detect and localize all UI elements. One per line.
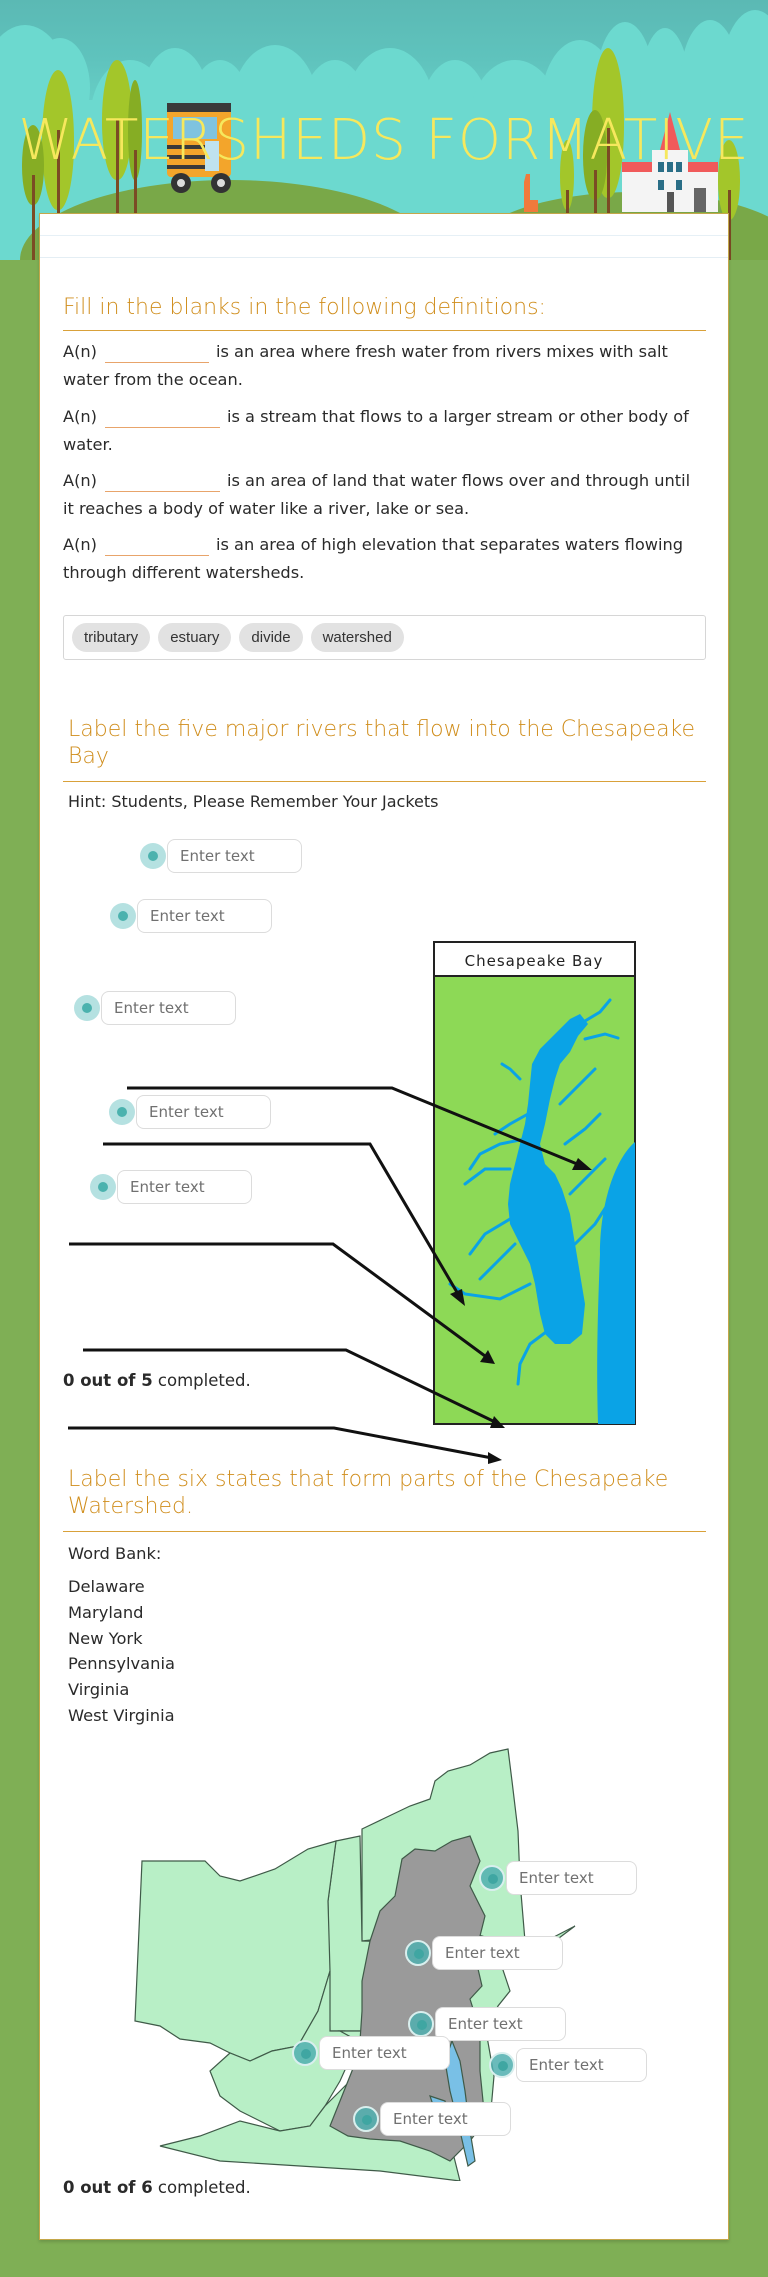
- states-word-bank-label: Word Bank:: [68, 1544, 162, 1563]
- river-label-input-1[interactable]: [167, 839, 302, 873]
- section-title-states: Label the six states that form parts of the Chesapeake Watershed.: [68, 1467, 669, 1519]
- hotspot-marker-icon: [90, 1174, 116, 1200]
- hotspot-marker-icon: [353, 2106, 379, 2132]
- state-label-input-3[interactable]: [435, 2007, 566, 2041]
- river-label-hotspot-3: [74, 991, 236, 1025]
- section-divider: [63, 1531, 706, 1532]
- state-label-input-6[interactable]: [380, 2102, 511, 2136]
- state-label-hotspot-5: [489, 2048, 647, 2082]
- blank-drop-zone[interactable]: [105, 341, 209, 363]
- word-chip-watershed[interactable]: watershed: [311, 623, 404, 652]
- river-label-input-5[interactable]: [117, 1170, 252, 1204]
- state-label-input-2[interactable]: [432, 1936, 563, 1970]
- hotspot-marker-icon: [109, 1099, 135, 1125]
- states-word-bank: [68, 1574, 175, 1729]
- word-chip-estuary[interactable]: estuary: [158, 623, 231, 652]
- river-label-input-4[interactable]: [136, 1095, 271, 1129]
- state-label-hotspot-4: [292, 2036, 450, 2070]
- river-label-input-2[interactable]: [137, 899, 272, 933]
- hotspot-marker-icon: [74, 995, 100, 1021]
- blank-drop-zone[interactable]: [105, 470, 220, 492]
- word-bank-item: West Virginia: [68, 1705, 175, 1725]
- hotspot-marker-icon: [479, 1865, 505, 1891]
- river-label-hotspot-1: [140, 839, 302, 873]
- word-bank-item: Delaware: [68, 1577, 145, 1596]
- river-label-hotspot-4: [109, 1095, 271, 1129]
- section-title-fill-blanks: Fill in the blanks in the following definitions:: [63, 295, 546, 320]
- worksheet-card: [39, 213, 729, 2240]
- river-label-hotspot-2: [110, 899, 272, 933]
- word-bank: [63, 615, 706, 660]
- section-divider: [63, 781, 706, 782]
- page-title: WATERSHEDS FORMATIVE: [18, 108, 750, 173]
- states-progress: 0 out of 6 completed.: [63, 2178, 251, 2197]
- hotspot-marker-icon: [408, 2011, 434, 2037]
- state-label-input-5[interactable]: [516, 2048, 647, 2082]
- definition-item: A(n) is an area of high elevation that separates waters flowing through different watersheds.: [63, 535, 684, 582]
- state-label-input-1[interactable]: [506, 1861, 637, 1895]
- word-chip-tributary[interactable]: tributary: [72, 623, 150, 652]
- definition-item: A(n) is a stream that flows to a larger stream or other body of water.: [63, 407, 689, 454]
- word-bank-item: Maryland: [68, 1602, 144, 1622]
- river-label-hotspot-5: [90, 1170, 252, 1204]
- word-bank-item: New York: [68, 1628, 143, 1648]
- definition-item: A(n) is an area where fresh water from rivers mixes with salt water from the ocean.: [63, 342, 668, 389]
- river-label-input-3[interactable]: [101, 991, 236, 1025]
- word-chip-divide[interactable]: divide: [239, 623, 302, 652]
- state-label-hotspot-6: [353, 2102, 511, 2136]
- word-bank-item: Virginia: [68, 1680, 130, 1700]
- state-label-hotspot-2: [405, 1936, 563, 1970]
- rivers-progress: 0 out of 5 completed.: [63, 1371, 251, 1390]
- hotspot-marker-icon: [140, 843, 166, 869]
- giraffe-icon: [520, 172, 544, 212]
- state-label-input-4[interactable]: [319, 2036, 450, 2070]
- hotspot-marker-icon: [489, 2052, 515, 2078]
- blank-drop-zone[interactable]: [105, 534, 209, 556]
- section-divider: [63, 330, 706, 331]
- card-header-band: [40, 214, 728, 258]
- definition-item: A(n) is an area of land that water flows over and through until it reaches a body of water like a river, lake or sea.: [63, 471, 691, 518]
- hotspot-marker-icon: [292, 2040, 318, 2066]
- hotspot-marker-icon: [110, 903, 136, 929]
- state-label-hotspot-1: [479, 1861, 637, 1895]
- map-title: Chesapeake Bay: [464, 952, 604, 970]
- hint-text: Hint: Students, Please Remember Your Jackets: [68, 792, 439, 811]
- section-title-rivers: Label the five major rivers that flow into the Chesapeake Bay: [68, 717, 696, 769]
- hotspot-marker-icon: [405, 1940, 431, 1966]
- blank-drop-zone[interactable]: [105, 406, 220, 428]
- word-bank-item: Pennsylvania: [68, 1654, 175, 1674]
